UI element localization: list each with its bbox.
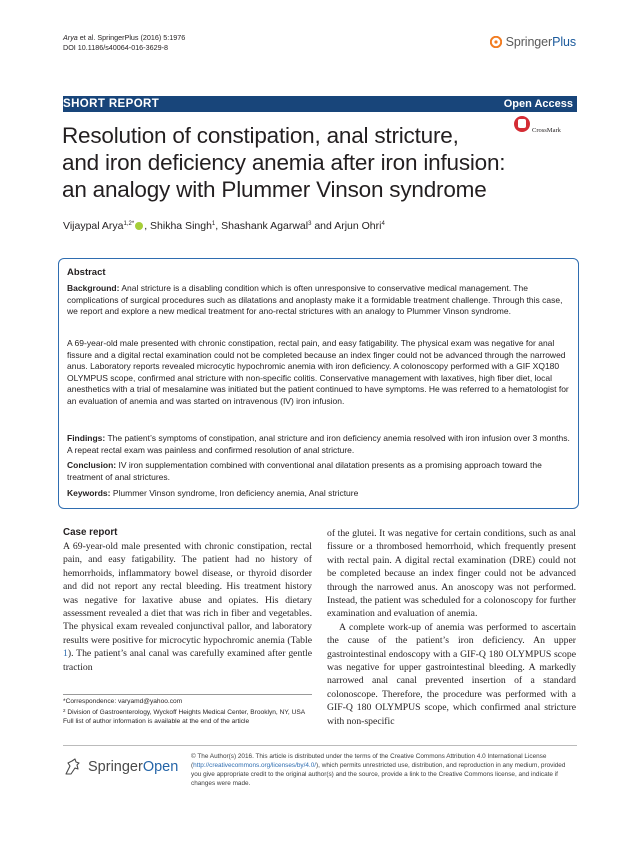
abstract-findings bbox=[67, 433, 572, 456]
journal-name: SpringerPlus bbox=[505, 35, 576, 49]
abstract-keywords bbox=[67, 488, 572, 500]
running-citation bbox=[63, 33, 185, 52]
open-access-label: Open Access bbox=[503, 98, 573, 110]
right-column bbox=[327, 527, 576, 728]
affiliation-note: $^2$ Division of Gastroenterology, Wyckoff Heights Medical Center, Brooklyn, NY, USA bbox=[63, 708, 306, 716]
springerplus-logo bbox=[490, 35, 576, 49]
body-paragraph: A complete work-up of anemia was performed to ascertain the cause of the patient’s iron deficiency. An upper gastrointestinal endoscopy with a GIF-Q 180 OLYMPUS scope was negative for upper gastrointestinal bleeding. A markedly narrowed anal canal prevented insertion of a standard colonoscope. Therefore, the procedure was performed with a GIF-Q 180 OLYMPUS scope, which confirmed anal stricture with non-specific bbox=[327, 621, 576, 727]
case-report-heading: Case report bbox=[63, 527, 118, 538]
body-paragraph: A 69-year-old male presented with chronic constipation, rectal pain, and easy fatigability. The patient had no history of hemorrhoids, inflammatory bowel disease, or thyroid disorder and did not report any rectal bleeding. His treatment history was negative for laxative abuse and opiates. His dietary assessment revealed a diet that was rich in fiber and vegetables. The physical exam revealed conjunctival pallor, and laboratory results were positive for microcytic hypochromic anemia (Table 1). The patient’s anal canal was carefully examined after gentle traction bbox=[63, 541, 312, 673]
footnote-divider bbox=[63, 694, 312, 695]
author-affiliation-marker: 1 bbox=[211, 221, 216, 227]
springeropen-logo bbox=[63, 757, 178, 777]
author-name: , Shikha Singh bbox=[144, 220, 212, 232]
orcid-icon[interactable] bbox=[135, 222, 143, 230]
author-affiliation-marker: 4 bbox=[381, 221, 385, 227]
citation-details: et al. SpringerPlus (2016) 5:1976 bbox=[79, 33, 186, 42]
conclusion-text: IV iron supplementation combined with conventional anal dilatation presents as a promising approach toward the treatment of anal strictures. bbox=[67, 460, 542, 482]
body-paragraph: of the glutei. It was negative for certain conditions, such as anal fissure or a thrombosed hemorrhoid, which frequently present with rectal pain. A digital rectal examination (DRE) could not be completed because an index finger could not be advanced through the narrowed anus. An anoscopy was not performed. Instead, the patient was scheduled for a colonoscopy for further examination and evaluation of anemia. bbox=[327, 528, 576, 620]
findings-label: Findings: bbox=[67, 433, 106, 443]
crossmark-icon bbox=[514, 116, 530, 132]
title-line: an analogy with Plummer Vinson syndrome bbox=[62, 177, 487, 202]
left-column bbox=[63, 527, 312, 674]
findings-text: The patient’s symptoms of constipation, anal stricture and iron deficiency anemia resolved with iron infusion over 3 months. A repeat rectal exam was painless and confirmed resolution of anal stricture. bbox=[67, 433, 570, 455]
table-reference-link[interactable]: 1 bbox=[63, 648, 68, 660]
abstract-box bbox=[58, 258, 579, 509]
footer-divider bbox=[63, 745, 577, 746]
title-line: and iron deficiency anemia after iron infusion: bbox=[62, 150, 506, 175]
author-info-note: Full list of author information is available at the end of the article bbox=[63, 718, 250, 725]
abstract-heading: Abstract bbox=[67, 267, 106, 278]
license-link[interactable]: http://creativecommons.org/licenses/by/4.0/ bbox=[193, 761, 317, 769]
crossmark-badge[interactable] bbox=[513, 116, 575, 144]
abstract-case: A 69-year-old male presented with chronic constipation, rectal pain, and easy fatigability. The physical exam was negative for anal fissure and a digital rectal examination could not be completed because an index finger could not be advanced through the narrowed anus. Laboratory reports revealed microcytic hypochromic anemia with iron deficiency. A colonoscopy performed with a GIF XQ180 OLYMPUS scope, confirmed anal stricture with non-specific colitis. Conservative management with laxatives, high fiber diet, local anesthetics with a trial of mesalamine was initiated but the patient continued to have symptoms. He was referred to a hematologist for an evaluation of anemia and was started on intravenous (IV) iron infusion. bbox=[67, 338, 569, 406]
conclusion-label: Conclusion: bbox=[67, 460, 117, 470]
author-affiliation-marker: 3 bbox=[308, 221, 312, 227]
citation-author: Arya bbox=[63, 33, 78, 42]
background-text: Anal stricture is a disabling condition which is often unresponsive to conservative medical management. The complications of surgical procedures such as dilatations and anoplasty make it a formidable treatment challenge. Through this case, we report and explore a new medical treatment for ano-rectal strictures with an analogy to Plummer Vinson syndrome. bbox=[67, 283, 563, 316]
abstract-background bbox=[67, 283, 572, 318]
author-name: Vijaypal Arya bbox=[63, 220, 124, 232]
crossmark-label: CrossMark bbox=[532, 127, 561, 134]
article-type-banner bbox=[63, 96, 577, 112]
article-type: SHORT REPORT bbox=[63, 98, 160, 110]
title-line: Resolution of constipation, anal stricture, bbox=[62, 123, 459, 148]
abstract-conclusion bbox=[67, 460, 572, 483]
background-label: Background: bbox=[67, 283, 120, 293]
author-name: , Shashank Agarwal bbox=[215, 220, 309, 232]
keywords-label: Keywords: bbox=[67, 488, 111, 498]
keywords-text: Plummer Vinson syndrome, Iron deficiency anemia, Anal stricture bbox=[110, 488, 359, 498]
footnotes bbox=[63, 697, 312, 726]
springer-mark-icon bbox=[490, 36, 502, 48]
doi: DOI 10.1186/s40064-016-3629-8 bbox=[63, 42, 168, 52]
springer-horse-icon bbox=[63, 757, 83, 777]
license-statement: © The Author(s) 2016. This article is distributed under the terms of the Creative Commons Attribution 4.0 International License (http://creativecommons.org/licenses/by/4.0/), which permits unrestricted use, distribution, and reproduction in any medium, provided you give appropriate credit to the original author(s) and the source, provide a link to the Creative Commons license, and indicate if changes were made. bbox=[191, 753, 566, 787]
author-affiliation-marker: 1,2* bbox=[123, 221, 135, 227]
correspondence-note: *Correspondence: varyamd@yahoo.com bbox=[63, 698, 183, 705]
author-list bbox=[63, 220, 385, 232]
author-name: and Arjun Ohri bbox=[311, 220, 382, 232]
springeropen-name: SpringerOpen bbox=[88, 759, 179, 775]
article-title bbox=[62, 122, 532, 203]
